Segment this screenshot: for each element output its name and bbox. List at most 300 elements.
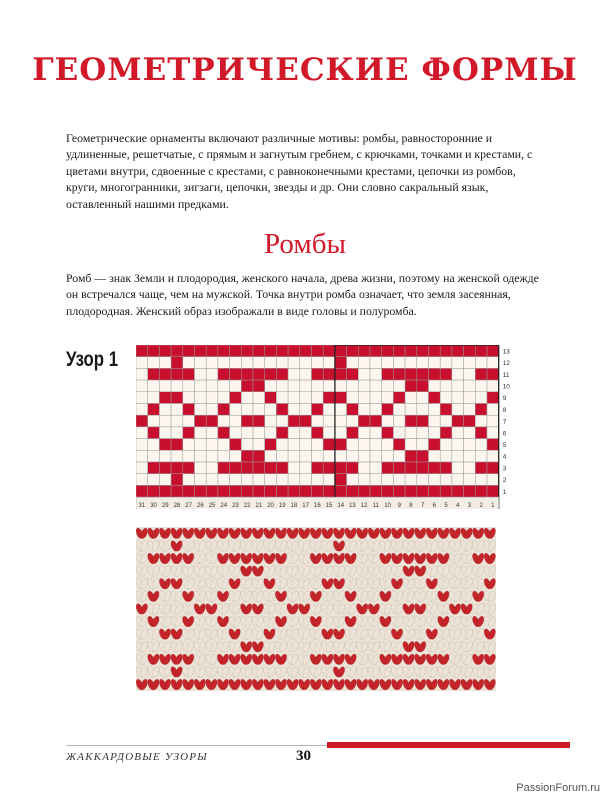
chart-cell <box>218 404 230 416</box>
chart-cell <box>288 427 300 439</box>
chart-cell <box>323 404 335 416</box>
column-label: 19 <box>278 503 286 509</box>
chart-cell <box>475 462 487 474</box>
chart-cell <box>440 404 452 416</box>
chart-cell <box>195 357 207 369</box>
chart-cell <box>276 380 288 392</box>
chart-cell <box>405 404 417 416</box>
chart-cell <box>464 427 476 439</box>
chart-cell <box>206 427 218 439</box>
chart-cell <box>230 439 242 451</box>
chart-cell <box>370 368 382 380</box>
row-label: 1 <box>502 488 507 496</box>
column-label: 26 <box>197 503 204 509</box>
chart-cell <box>218 380 230 392</box>
chart-cell <box>323 345 335 357</box>
chart-cell <box>171 450 183 462</box>
chart-cell <box>312 450 324 462</box>
chart-cell <box>265 427 277 439</box>
chart-cell <box>382 439 394 451</box>
column-label: 20 <box>267 503 274 509</box>
chart-cell <box>323 427 335 439</box>
chart-cell <box>253 462 265 474</box>
column-label: 7 <box>420 503 425 509</box>
chart-cell <box>265 474 277 486</box>
chart-cell <box>312 392 324 404</box>
chart-cell <box>241 357 253 369</box>
chart-cell <box>440 345 452 357</box>
chart-cell <box>312 462 324 474</box>
chart-cell <box>136 474 148 486</box>
chart-cell <box>440 415 452 427</box>
chart-cell <box>136 345 148 357</box>
chart-cell <box>276 392 288 404</box>
chart-cell <box>429 392 441 404</box>
chart-cell <box>136 450 148 462</box>
footer-book-title: ЖАККАРДОВЫЕ УЗОРЫ <box>66 751 208 763</box>
chart-cell <box>370 392 382 404</box>
chart-cell <box>464 485 476 497</box>
chart-cell <box>253 485 265 497</box>
chart-cell <box>218 485 230 497</box>
chart-cell <box>452 415 464 427</box>
chart-cell <box>452 345 464 357</box>
chart-cell <box>276 368 288 380</box>
chart-cell <box>218 357 230 369</box>
chart-cell <box>148 345 160 357</box>
chart-cell <box>358 357 370 369</box>
chart-cell <box>300 485 312 497</box>
chart-cell <box>347 380 359 392</box>
chart-cell <box>276 415 288 427</box>
row-label: 5 <box>502 442 507 450</box>
column-label: 22 <box>243 503 251 509</box>
chart-cell <box>230 404 242 416</box>
chart-cell <box>358 462 370 474</box>
chart-cell <box>358 450 370 462</box>
chart-cell <box>382 404 394 416</box>
column-label: 28 <box>173 503 181 509</box>
chart-cell <box>136 415 148 427</box>
chart-cell <box>206 357 218 369</box>
chart-cell <box>183 380 195 392</box>
chart-cell <box>195 345 207 357</box>
chart-cell <box>393 439 405 451</box>
chart-cell <box>323 485 335 497</box>
chart-cell <box>148 474 160 486</box>
chart-cell <box>159 392 171 404</box>
knitting-chart <box>136 345 512 509</box>
chart-cell <box>452 392 464 404</box>
row-label: 9 <box>502 395 507 403</box>
row-label: 6 <box>502 430 507 438</box>
chart-cell <box>417 462 429 474</box>
chart-cell <box>335 380 347 392</box>
column-label: 11 <box>372 503 379 509</box>
chart-cell <box>417 450 429 462</box>
chart-cell <box>195 368 207 380</box>
pattern-label: Узор 1 <box>66 348 119 371</box>
chart-cell <box>195 427 207 439</box>
chart-cell <box>405 450 417 462</box>
chart-cell <box>230 415 242 427</box>
chart-cell <box>171 380 183 392</box>
row-label: 3 <box>502 465 507 473</box>
chart-cell <box>159 439 171 451</box>
chart-cell <box>429 485 441 497</box>
chart-cell <box>276 427 288 439</box>
chart-cell <box>487 439 499 451</box>
chart-cell <box>335 392 347 404</box>
chart-cell <box>358 427 370 439</box>
chart-cell <box>183 392 195 404</box>
chart-cell <box>265 450 277 462</box>
column-label: 1 <box>491 503 495 509</box>
chart-cell <box>464 357 476 369</box>
chart-cell <box>241 450 253 462</box>
chart-cell <box>159 450 171 462</box>
chart-cell <box>487 380 499 392</box>
chart-cell <box>464 415 476 427</box>
chart-cell <box>195 474 207 486</box>
chart-cell <box>429 439 441 451</box>
row-label: 2 <box>502 477 507 485</box>
chart-cell <box>218 392 230 404</box>
chart-cell <box>218 415 230 427</box>
chart-cell <box>230 450 242 462</box>
column-label: 9 <box>397 503 401 509</box>
section-paragraph: Ромб — знак Земли и плодородия, женского начала, древа жизни, поэтому на женской одежде он встречался чаще, чем на мужской. Точка внутри ромба означает, что земля засеянная, плодородная. Женский образ изображали в виде головы и полуромба. <box>66 271 539 318</box>
chart-cell <box>159 345 171 357</box>
chart-cell <box>335 427 347 439</box>
chart-cell <box>159 380 171 392</box>
chart-cell <box>405 462 417 474</box>
chart-cell <box>475 485 487 497</box>
chart-cell <box>148 415 160 427</box>
chart-cell <box>440 427 452 439</box>
chart-cell <box>195 415 207 427</box>
chart-cell <box>148 485 160 497</box>
chart-cell <box>288 404 300 416</box>
chart-cell <box>206 474 218 486</box>
chart-cell <box>288 415 300 427</box>
chart-cell <box>358 345 370 357</box>
chart-cell <box>429 368 441 380</box>
chart-cell <box>417 357 429 369</box>
chart-cell <box>136 439 148 451</box>
chart-cell <box>288 345 300 357</box>
chart-cell <box>429 357 441 369</box>
chart-cell <box>393 357 405 369</box>
chart-cell <box>241 404 253 416</box>
chart-cell <box>393 474 405 486</box>
chart-cell <box>487 427 499 439</box>
chart-cell <box>312 474 324 486</box>
chart-cell <box>487 368 499 380</box>
chart-cell <box>464 392 476 404</box>
chart-cell <box>417 380 429 392</box>
chart-cell <box>370 474 382 486</box>
chart-cell <box>429 450 441 462</box>
chart-cell <box>475 450 487 462</box>
chart-cell <box>429 345 441 357</box>
chart-cell <box>475 368 487 380</box>
column-label: 2 <box>479 503 483 509</box>
chart-cell <box>323 380 335 392</box>
chart-cell <box>300 415 312 427</box>
chart-cell <box>183 415 195 427</box>
chart-cell <box>358 415 370 427</box>
chart-cell <box>417 427 429 439</box>
chart-cell <box>475 357 487 369</box>
chart-cell <box>171 345 183 357</box>
chart-cell <box>452 474 464 486</box>
chart-cell <box>159 368 171 380</box>
chart-cell <box>230 345 242 357</box>
chart-cell <box>265 462 277 474</box>
column-label: 3 <box>467 503 472 509</box>
intro-paragraph: Геометрические орнаменты включают различные мотивы: ромбы, равносторонние и удлиненные, решетчатые, с прямым и загнутым гребнем, с крючками, точками и крестами, с цветами внутри, сдвоенные с крестами, с равноконечными крестами, цепочки из ромбов, круги, многогранники, зигзаги, цепочки, звезды и др. Они словно сакральный язык, оставленный нашими предками. <box>66 131 533 211</box>
chart-cell <box>241 485 253 497</box>
column-label: 16 <box>314 503 321 509</box>
chart-cell <box>265 485 277 497</box>
chart-cell <box>464 474 476 486</box>
chart-cell <box>276 404 288 416</box>
chart-cell <box>417 474 429 486</box>
chart-cell <box>370 462 382 474</box>
chart-cell <box>347 392 359 404</box>
chart-cell <box>440 380 452 392</box>
chart-cell <box>347 415 359 427</box>
chart-cell <box>440 450 452 462</box>
chart-cell <box>464 462 476 474</box>
chart-cell <box>393 392 405 404</box>
chart-cell <box>206 462 218 474</box>
chart-cell <box>300 462 312 474</box>
chart-cell <box>475 345 487 357</box>
chart-cell <box>382 415 394 427</box>
chart-cell <box>218 368 230 380</box>
chart-cell <box>382 450 394 462</box>
chart-cell <box>370 380 382 392</box>
chart-cell <box>440 462 452 474</box>
chart-cell <box>183 439 195 451</box>
footer-accent-bar <box>327 742 570 748</box>
chart-cell <box>358 474 370 486</box>
chart-cell <box>405 439 417 451</box>
chart-cell <box>323 368 335 380</box>
chart-cell <box>347 404 359 416</box>
chart-cell <box>382 462 394 474</box>
chart-cell <box>475 380 487 392</box>
chart-cell <box>300 439 312 451</box>
chart-cell <box>183 485 195 497</box>
column-label: 18 <box>290 503 298 509</box>
chart-cell <box>358 404 370 416</box>
chart-cell <box>288 474 300 486</box>
chart-cell <box>159 404 171 416</box>
chart-cell <box>335 357 347 369</box>
chart-cell <box>300 392 312 404</box>
chart-cell <box>405 380 417 392</box>
chart-cell <box>253 357 265 369</box>
chart-cell <box>370 485 382 497</box>
chart-cell <box>300 427 312 439</box>
chart-cell <box>370 345 382 357</box>
chart-cell <box>230 462 242 474</box>
chart-cell <box>487 474 499 486</box>
chart-cell <box>312 357 324 369</box>
row-label: 4 <box>502 453 507 461</box>
chart-cell <box>253 474 265 486</box>
chart-cell <box>382 357 394 369</box>
chart-cell <box>241 368 253 380</box>
chart-cell <box>300 357 312 369</box>
chart-cell <box>417 439 429 451</box>
chart-cell <box>464 380 476 392</box>
chart-cell <box>323 474 335 486</box>
chart-cell <box>136 392 148 404</box>
chart-cell <box>148 357 160 369</box>
chart-cell <box>218 474 230 486</box>
chart-cell <box>475 404 487 416</box>
chart-cell <box>475 427 487 439</box>
column-label: 10 <box>384 503 391 509</box>
column-label: 23 <box>232 503 239 509</box>
chart-cell <box>405 474 417 486</box>
chart-cell <box>312 380 324 392</box>
chart-cell <box>452 450 464 462</box>
chart-cell <box>358 439 370 451</box>
chart-cell <box>347 462 359 474</box>
chart-cell <box>393 404 405 416</box>
chart-cell <box>230 368 242 380</box>
chart-cell <box>417 368 429 380</box>
chart-cell <box>300 345 312 357</box>
chart-cell <box>148 392 160 404</box>
chart-cell <box>276 474 288 486</box>
chart-cell <box>300 380 312 392</box>
chart-cell <box>148 368 160 380</box>
chart-cell <box>218 450 230 462</box>
chart-cell <box>171 415 183 427</box>
chart-cell <box>417 392 429 404</box>
chart-cell <box>136 368 148 380</box>
column-label: 21 <box>255 503 263 509</box>
chart-cell <box>206 450 218 462</box>
chart-cell <box>335 462 347 474</box>
chart-cell <box>382 392 394 404</box>
chart-cell <box>335 450 347 462</box>
chart-cell <box>276 450 288 462</box>
chart-cell <box>241 462 253 474</box>
section-title: Ромбы <box>264 228 346 260</box>
chart-cell <box>370 450 382 462</box>
chart-cell <box>148 450 160 462</box>
chart-cell <box>335 439 347 451</box>
chart-cell <box>393 345 405 357</box>
column-label: 14 <box>337 503 345 509</box>
chart-cell <box>253 415 265 427</box>
chart-cell <box>276 439 288 451</box>
chart-cell <box>241 380 253 392</box>
chart-cell <box>206 404 218 416</box>
chart-cell <box>276 345 288 357</box>
chart-cell <box>218 462 230 474</box>
chart-cell <box>440 357 452 369</box>
chart-cell <box>265 439 277 451</box>
chart-cell <box>487 485 499 497</box>
chart-cell <box>159 415 171 427</box>
chart-cell <box>464 439 476 451</box>
chart-cell <box>487 415 499 427</box>
chart-cell <box>276 462 288 474</box>
chart-cell <box>241 427 253 439</box>
chart-cell <box>253 404 265 416</box>
chart-cell <box>487 404 499 416</box>
chart-cell <box>358 380 370 392</box>
chart-cell <box>452 485 464 497</box>
chart-cell <box>335 415 347 427</box>
chart-cell <box>429 474 441 486</box>
chart-cell <box>206 485 218 497</box>
chart-cell <box>370 427 382 439</box>
chart-cell <box>159 427 171 439</box>
chart-cell <box>218 427 230 439</box>
chart-cell <box>148 380 160 392</box>
chart-cell <box>265 392 277 404</box>
chart-cell <box>312 415 324 427</box>
chart-cell <box>429 427 441 439</box>
chart-cell <box>393 427 405 439</box>
chart-cell <box>405 392 417 404</box>
chart-cell <box>464 404 476 416</box>
chart-cell <box>218 439 230 451</box>
chart-cell <box>393 415 405 427</box>
chart-cell <box>136 462 148 474</box>
chart-cell <box>323 462 335 474</box>
watermark: PassionForum.ru <box>516 782 600 794</box>
chart-cell <box>405 415 417 427</box>
chart-cell <box>183 404 195 416</box>
chart-cell <box>171 485 183 497</box>
chart-cell <box>265 380 277 392</box>
chart-cell <box>195 380 207 392</box>
chart-cell <box>417 345 429 357</box>
chart-cell <box>487 345 499 357</box>
row-label: 13 <box>502 348 510 356</box>
chart-cell <box>288 368 300 380</box>
chart-cell <box>393 368 405 380</box>
chart-cell <box>230 485 242 497</box>
chart-cell <box>148 427 160 439</box>
chart-cell <box>241 345 253 357</box>
chart-cell <box>452 404 464 416</box>
chart-cell <box>347 485 359 497</box>
column-label: 24 <box>220 503 228 509</box>
chart-cell <box>159 357 171 369</box>
chart-cell <box>276 485 288 497</box>
chart-cell <box>312 404 324 416</box>
chart-cell <box>206 368 218 380</box>
chart-cell <box>429 415 441 427</box>
chart-cell <box>241 439 253 451</box>
chart-cell <box>253 427 265 439</box>
chart-cell <box>171 404 183 416</box>
chart-cell <box>335 404 347 416</box>
chart-cell <box>393 380 405 392</box>
chart-cell <box>230 474 242 486</box>
